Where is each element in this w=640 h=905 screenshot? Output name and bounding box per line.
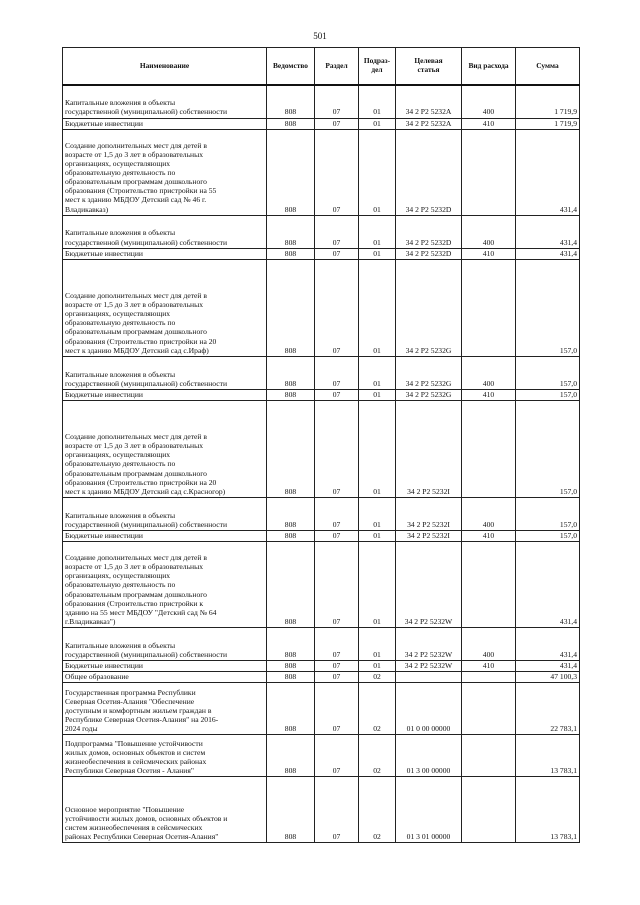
table-row <box>63 777 580 843</box>
cell-expense-type: 400 <box>462 85 516 118</box>
cell-sum: 22 783,1 <box>516 683 580 735</box>
table-row <box>63 389 580 400</box>
cell-department: 808 <box>267 672 315 683</box>
cell-name: Бюджетные инвестиции <box>63 660 267 671</box>
table-row <box>63 660 580 671</box>
table-row <box>63 400 580 497</box>
cell-name: Бюджетные инвестиции <box>63 530 267 541</box>
cell-subsection: 01 <box>359 530 396 541</box>
cell-expense-type: 410 <box>462 118 516 129</box>
cell-name: Капитальные вложения в объекты государственной (муниципальной) собственности <box>63 497 267 530</box>
cell-section: 07 <box>315 215 359 248</box>
cell-target-article: 34 2 P2 5232I <box>396 497 462 530</box>
table-row <box>63 672 580 683</box>
cell-sum: 13 783,1 <box>516 735 580 777</box>
cell-section: 07 <box>315 248 359 259</box>
cell-section: 07 <box>315 735 359 777</box>
table-body <box>63 85 580 843</box>
cell-subsection: 01 <box>359 660 396 671</box>
cell-subsection: 01 <box>359 259 396 356</box>
cell-expense-type: 410 <box>462 660 516 671</box>
cell-target-article: 34 2 P2 5232I <box>396 400 462 497</box>
cell-subsection: 01 <box>359 129 396 215</box>
cell-target-article: 34 2 P2 5232G <box>396 356 462 389</box>
cell-expense-type: 410 <box>462 248 516 259</box>
column-header-subsection: Подраз- дел <box>359 48 396 86</box>
cell-target-article: 34 2 P2 5232A <box>396 118 462 129</box>
cell-name: Бюджетные инвестиции <box>63 118 267 129</box>
cell-subsection: 01 <box>359 389 396 400</box>
cell-expense-type <box>462 129 516 215</box>
column-header-department: Ведомство <box>267 48 315 86</box>
cell-expense-type: 400 <box>462 497 516 530</box>
cell-section: 07 <box>315 356 359 389</box>
cell-department: 808 <box>267 248 315 259</box>
cell-department: 808 <box>267 530 315 541</box>
table-row <box>63 683 580 735</box>
cell-department: 808 <box>267 259 315 356</box>
cell-target-article: 34 2 P2 5232W <box>396 541 462 627</box>
cell-section: 07 <box>315 672 359 683</box>
cell-section: 07 <box>315 530 359 541</box>
budget-table <box>62 47 580 843</box>
cell-subsection: 02 <box>359 683 396 735</box>
table-row <box>63 259 580 356</box>
cell-section: 07 <box>315 259 359 356</box>
cell-subsection: 01 <box>359 541 396 627</box>
cell-expense-type: 410 <box>462 389 516 400</box>
cell-sum: 431,4 <box>516 660 580 671</box>
table-row <box>63 497 580 530</box>
cell-department: 808 <box>267 356 315 389</box>
cell-subsection: 01 <box>359 215 396 248</box>
cell-target-article: 34 2 P2 5232W <box>396 627 462 660</box>
cell-target-article <box>396 672 462 683</box>
cell-sum: 157,0 <box>516 530 580 541</box>
page-number: 501 <box>313 31 327 41</box>
cell-name: Бюджетные инвестиции <box>63 248 267 259</box>
cell-expense-type: 400 <box>462 356 516 389</box>
cell-target-article: 34 2 P2 5232I <box>396 530 462 541</box>
cell-name: Создание дополнительных мест для детей в возрасте от 1,5 до 3 лет в образовательных организациях, осуществляющих образовательную деятельность по образовательным программам дошкольного образования (Строительство пристройки на 20 мест к зданию МБДОУ Детский сад с.Ираф) <box>63 259 267 356</box>
table-row <box>63 627 580 660</box>
cell-department: 808 <box>267 683 315 735</box>
cell-subsection: 01 <box>359 627 396 660</box>
cell-section: 07 <box>315 85 359 118</box>
column-header-section: Раздел <box>315 48 359 86</box>
table-row <box>63 735 580 777</box>
cell-department: 808 <box>267 735 315 777</box>
table-row <box>63 85 580 118</box>
table-row <box>63 541 580 627</box>
column-header-expense-type: Вид расхода <box>462 48 516 86</box>
cell-expense-type <box>462 541 516 627</box>
cell-section: 07 <box>315 400 359 497</box>
cell-sum: 47 100,3 <box>516 672 580 683</box>
cell-expense-type: 410 <box>462 530 516 541</box>
cell-expense-type: 400 <box>462 215 516 248</box>
table-row <box>63 129 580 215</box>
cell-sum: 157,0 <box>516 497 580 530</box>
cell-expense-type <box>462 259 516 356</box>
cell-section: 07 <box>315 627 359 660</box>
cell-sum: 1 719,9 <box>516 85 580 118</box>
cell-department: 808 <box>267 118 315 129</box>
table-row <box>63 215 580 248</box>
cell-target-article: 34 2 P2 5232D <box>396 129 462 215</box>
cell-subsection: 01 <box>359 118 396 129</box>
cell-name: Государственная программа Республики Северная Осетия-Алания "Обеспечение доступным и комфортным жильем граждан в Республике Северная Осетия-Алания" на 2016- 2024 годы <box>63 683 267 735</box>
cell-name: Бюджетные инвестиции <box>63 389 267 400</box>
cell-sum: 157,0 <box>516 389 580 400</box>
cell-subsection: 01 <box>359 400 396 497</box>
cell-sum: 157,0 <box>516 400 580 497</box>
cell-sum: 157,0 <box>516 259 580 356</box>
cell-sum: 431,4 <box>516 248 580 259</box>
cell-expense-type <box>462 683 516 735</box>
cell-name: Создание дополнительных мест для детей в возрасте от 1,5 до 3 лет в образовательных организациях, осуществляющих образовательную деятельность по образовательным программам дошкольного образования (Строительство пристройки на 55 мест к зданию МБДОУ Детский сад № 46 г. Владикавказ) <box>63 129 267 215</box>
cell-section: 07 <box>315 129 359 215</box>
table-row <box>63 118 580 129</box>
cell-section: 07 <box>315 660 359 671</box>
cell-sum: 431,4 <box>516 129 580 215</box>
cell-expense-type <box>462 777 516 843</box>
cell-subsection: 01 <box>359 248 396 259</box>
cell-department: 808 <box>267 85 315 118</box>
cell-expense-type <box>462 672 516 683</box>
cell-expense-type: 400 <box>462 627 516 660</box>
cell-name: Капитальные вложения в объекты государственной (муниципальной) собственности <box>63 627 267 660</box>
cell-name: Подпрограмма "Повышение устойчивости жилых домов, основных объектов и систем жизнеобеспечения в сейсмических районах Республики Северная Осетия - Алания" <box>63 735 267 777</box>
cell-section: 07 <box>315 777 359 843</box>
cell-subsection: 01 <box>359 85 396 118</box>
cell-subsection: 02 <box>359 777 396 843</box>
column-header-name: Наименование <box>63 48 267 86</box>
cell-sum: 431,4 <box>516 215 580 248</box>
cell-department: 808 <box>267 541 315 627</box>
cell-department: 808 <box>267 497 315 530</box>
cell-sum: 157,0 <box>516 356 580 389</box>
cell-target-article: 34 2 P2 5232D <box>396 248 462 259</box>
cell-target-article: 34 2 P2 5232W <box>396 660 462 671</box>
cell-department: 808 <box>267 215 315 248</box>
cell-name: Капитальные вложения в объекты государственной (муниципальной) собственности <box>63 356 267 389</box>
cell-name: Создание дополнительных мест для детей в возрасте от 1,5 до 3 лет в образовательных организациях, осуществляющих образовательную деятельность по образовательным программам дошкольного образования (Строительство пристройки к зданию на 55 мест МБДОУ "Детский сад № 64 г.Владикавказ") <box>63 541 267 627</box>
cell-subsection: 02 <box>359 672 396 683</box>
cell-section: 07 <box>315 683 359 735</box>
cell-sum: 13 783,1 <box>516 777 580 843</box>
cell-target-article: 34 2 P2 5232G <box>396 259 462 356</box>
table-row <box>63 248 580 259</box>
cell-name: Основное мероприятие "Повышение устойчивости жилых домов, основных объектов и систем жизнеобеспечения в сейсмических районах Республики Северная Осетия-Алания" <box>63 777 267 843</box>
table-row <box>63 530 580 541</box>
cell-subsection: 01 <box>359 497 396 530</box>
cell-sum: 1 719,9 <box>516 118 580 129</box>
column-header-sum: Сумма <box>516 48 580 86</box>
cell-target-article: 01 0 00 00000 <box>396 683 462 735</box>
cell-subsection: 01 <box>359 356 396 389</box>
cell-section: 07 <box>315 389 359 400</box>
cell-department: 808 <box>267 400 315 497</box>
cell-department: 808 <box>267 627 315 660</box>
cell-target-article: 34 2 P2 5232D <box>396 215 462 248</box>
table-header-row <box>63 48 580 86</box>
column-header-target-article: Целевая статья <box>396 48 462 86</box>
cell-target-article: 34 2 P2 5232G <box>396 389 462 400</box>
cell-expense-type <box>462 735 516 777</box>
cell-subsection: 02 <box>359 735 396 777</box>
cell-department: 808 <box>267 660 315 671</box>
cell-department: 808 <box>267 777 315 843</box>
cell-target-article: 01 3 01 00000 <box>396 777 462 843</box>
cell-sum: 431,4 <box>516 541 580 627</box>
cell-name: Создание дополнительных мест для детей в возрасте от 1,5 до 3 лет в образовательных организациях, осуществляющих образовательную деятельность по образовательным программам дошкольного образования (Строительство пристройки на 20 мест к зданию МБДОУ Детский сад с.Красногор) <box>63 400 267 497</box>
cell-expense-type <box>462 400 516 497</box>
cell-name: Капитальные вложения в объекты государственной (муниципальной) собственности <box>63 215 267 248</box>
cell-section: 07 <box>315 118 359 129</box>
cell-target-article: 34 2 P2 5232A <box>396 85 462 118</box>
cell-section: 07 <box>315 497 359 530</box>
cell-target-article: 01 3 00 00000 <box>396 735 462 777</box>
cell-department: 808 <box>267 389 315 400</box>
cell-name: Капитальные вложения в объекты государственной (муниципальной) собственности <box>63 85 267 118</box>
cell-name: Общее образование <box>63 672 267 683</box>
cell-sum: 431,4 <box>516 627 580 660</box>
cell-section: 07 <box>315 541 359 627</box>
table-row <box>63 356 580 389</box>
cell-department: 808 <box>267 129 315 215</box>
